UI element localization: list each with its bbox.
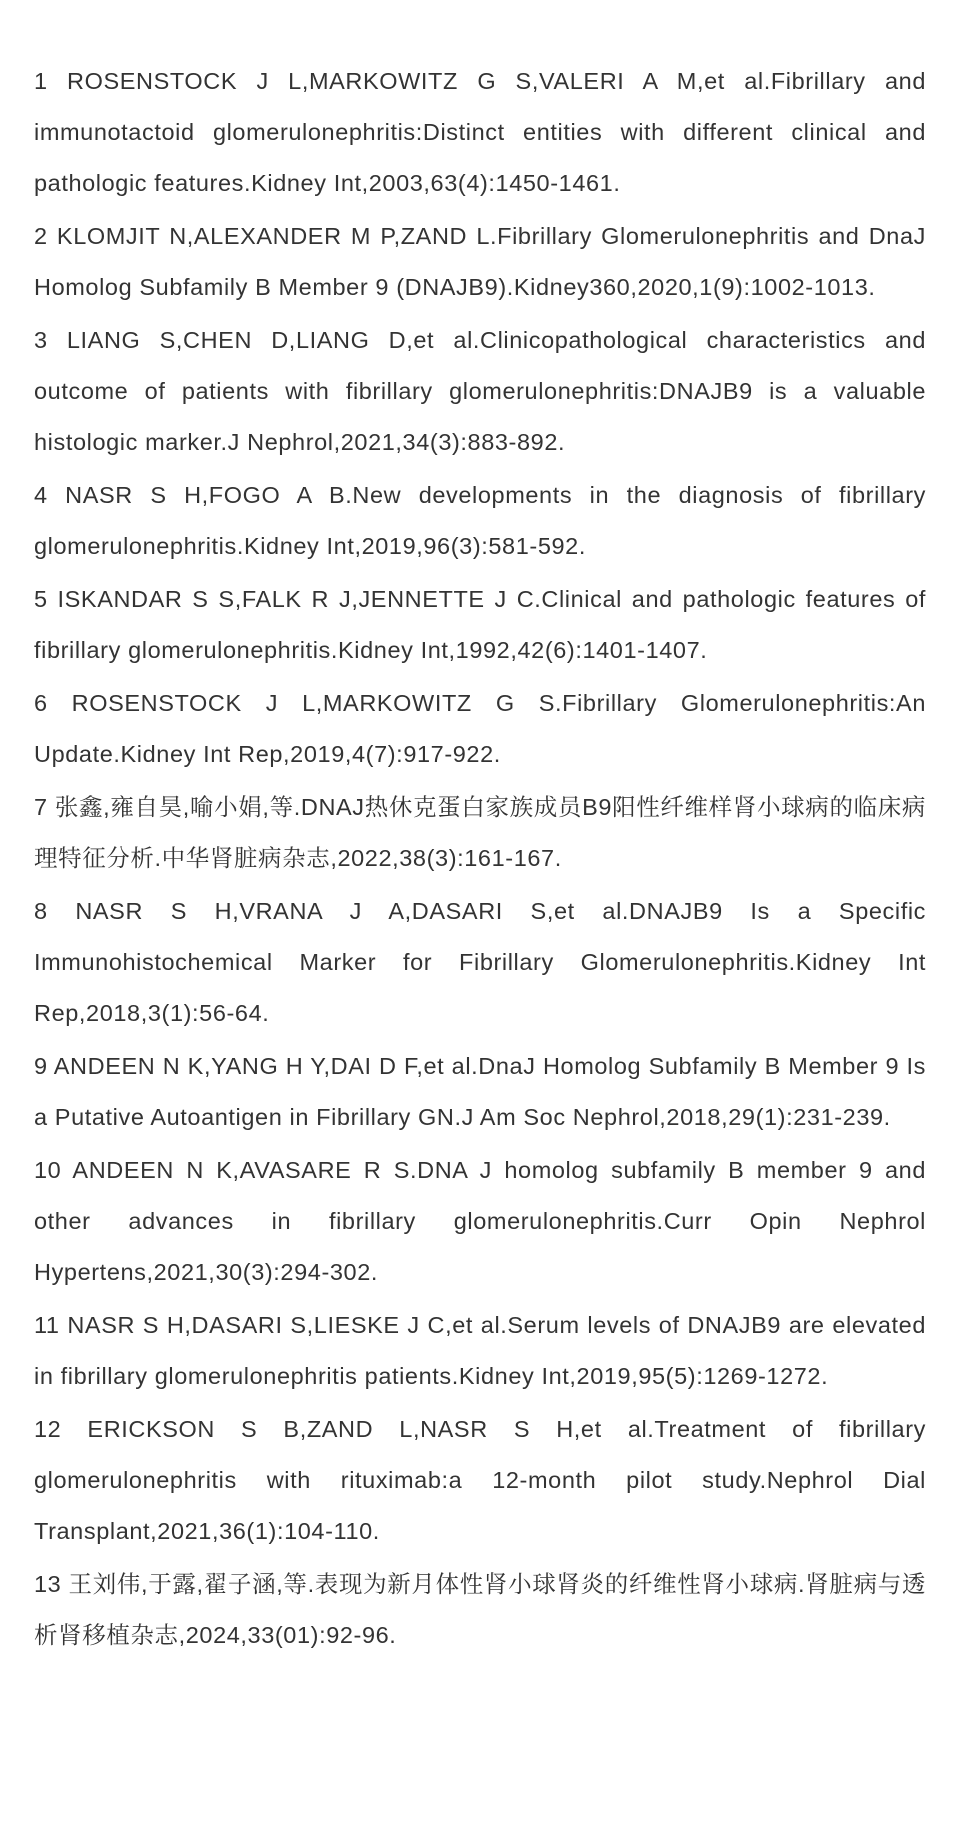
reference-item-6: 6 ROSENSTOCK J L,MARKOWITZ G S.Fibrillary Glomerulonephritis:An Update.Kidney Int Rep,2019,4(7):917-922. <box>34 690 926 767</box>
reference-item-5: 5 ISKANDAR S S,FALK R J,JENNETTE J C.Clinical and pathologic features of fibrillary glomerulonephritis.Kidney Int,1992,42(6):1401-1407. <box>34 586 926 663</box>
reference-item-7: 7 张鑫,雍自昊,喻小娟,等.DNAJ热休克蛋白家族成员B9阳性纤维样肾小球病的临床病理特征分析.中华肾脏病杂志,2022,38(3):161-167. <box>34 794 926 871</box>
reference-item-11: 11 NASR S H,DASARI S,LIESKE J C,et al.Serum levels of DNAJB9 are elevated in fibrillary glomerulonephritis patients.Kidney Int,2019,95(5):1269-1272. <box>34 1312 926 1389</box>
reference-item-1: 1 ROSENSTOCK J L,MARKOWITZ G S,VALERI A M,et al.Fibrillary and immunotactoid glomerulonephritis:Distinct entities with different clinical and pathologic features.Kidney Int,2003,63(4):1450-1461. <box>34 68 926 196</box>
reference-item-12: 12 ERICKSON S B,ZAND L,NASR S H,et al.Treatment of fibrillary glomerulonephritis with rituximab:a 12-month pilot study.Nephrol Dial Transplant,2021,36(1):104-110. <box>34 1416 926 1544</box>
reference-item-4: 4 NASR S H,FOGO A B.New developments in the diagnosis of fibrillary glomerulonephritis.Kidney Int,2019,96(3):581-592. <box>34 482 926 559</box>
reference-item-3: 3 LIANG S,CHEN D,LIANG D,et al.Clinicopathological characteristics and outcome of patients with fibrillary glomerulonephritis:DNAJB9 is a valuable histologic marker.J Nephrol,2021,34(3):883-892. <box>34 327 926 455</box>
reference-list <box>34 56 926 1661</box>
reference-item-10: 10 ANDEEN N K,AVASARE R S.DNA J homolog subfamily B member 9 and other advances in fibrillary glomerulonephritis.Curr Opin Nephrol Hypertens,2021,30(3):294-302. <box>34 1157 926 1285</box>
reference-item-8: 8 NASR S H,VRANA J A,DASARI S,et al.DNAJB9 Is a Specific Immunohistochemical Marker for Fibrillary Glomerulonephritis.Kidney Int Rep,2018,3(1):56-64. <box>34 898 926 1026</box>
reference-item-13: 13 王刘伟,于露,翟子涵,等.表现为新月体性肾小球肾炎的纤维性肾小球病.肾脏病与透析肾移植杂志,2024,33(01):92-96. <box>34 1571 926 1648</box>
reference-item-9: 9 ANDEEN N K,YANG H Y,DAI D F,et al.DnaJ Homolog Subfamily B Member 9 Is a Putative Autoantigen in Fibrillary GN.J Am Soc Nephrol,2018,29(1):231-239. <box>34 1053 926 1130</box>
reference-item-2: 2 KLOMJIT N,ALEXANDER M P,ZAND L.Fibrillary Glomerulonephritis and DnaJ Homolog Subfamily B Member 9 (DNAJB9).Kidney360,2020,1(9):1002-1013. <box>34 223 926 300</box>
